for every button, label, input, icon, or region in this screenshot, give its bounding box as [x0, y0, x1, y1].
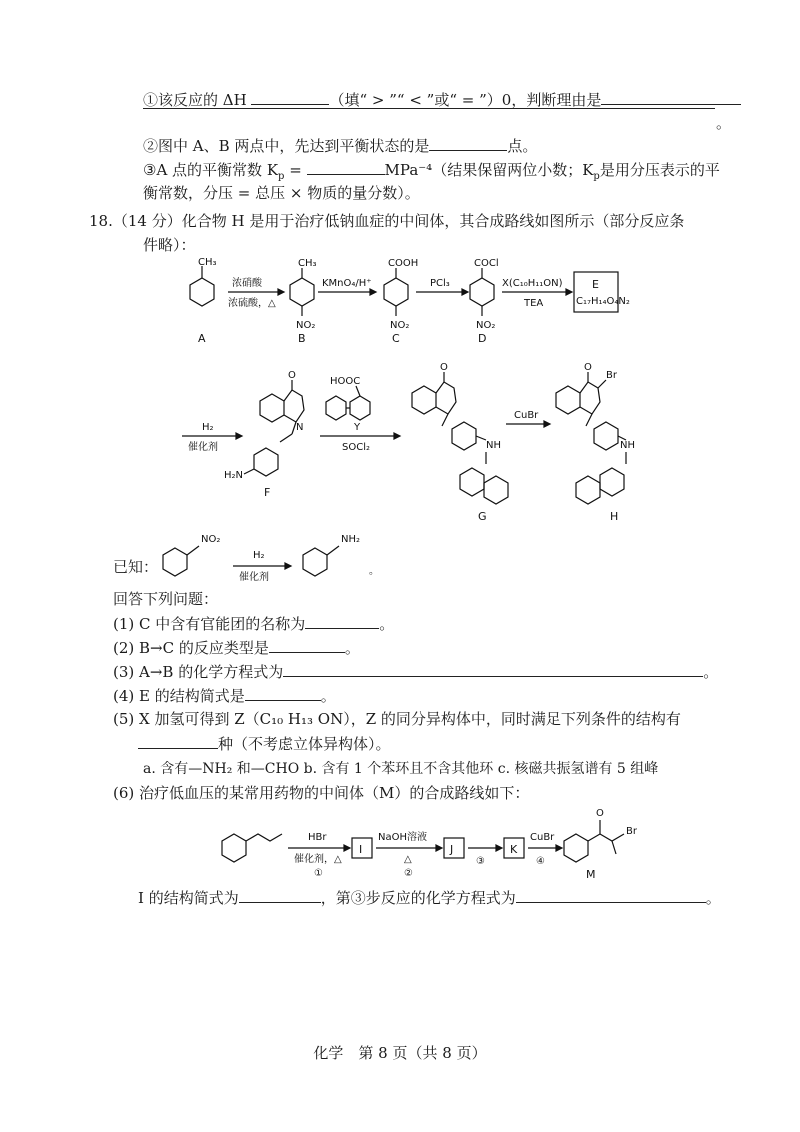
step-number: ③ [476, 856, 485, 867]
compound-label-F: F [264, 486, 271, 499]
reagent-label: X(C₁₀H₁₁ON) [502, 278, 563, 289]
compound-label-Y: Y [354, 422, 361, 433]
answer-blank[interactable] [601, 88, 741, 105]
compound-label-B: B [298, 332, 306, 345]
reagent-label: HBr [308, 832, 327, 843]
compound-label-C: C [392, 332, 400, 345]
synthesis-scheme-1 [180, 256, 630, 352]
answer-blank[interactable] [516, 886, 706, 903]
benzene-ring-A [190, 278, 214, 306]
amide-nh-label: NH [620, 440, 635, 451]
reagent-label: △ [404, 854, 412, 865]
methyl-label: CH₃ [198, 257, 217, 268]
nitrogen-label: N [296, 422, 304, 433]
compound-label-A: A [198, 332, 206, 345]
answer-blank[interactable] [429, 134, 507, 151]
q17-part1-text: ①该反应的 ΔH [143, 91, 252, 109]
answer-blank[interactable] [269, 636, 345, 653]
bromine-label: Br [606, 370, 617, 381]
period: 。 [705, 889, 721, 907]
bromine-label: Br [626, 826, 637, 837]
reagent-label: NaOH溶液 [378, 832, 427, 843]
nitro-label: NO₂ [476, 320, 496, 331]
step-number: ④ [536, 856, 545, 867]
acyl-chloride-label: COCl [474, 258, 499, 269]
kp-subscript: p [278, 171, 285, 182]
compound-label-K: K [510, 843, 518, 856]
nitro-label: NO₂ [390, 320, 410, 331]
q17-part3-eq: = [284, 161, 307, 179]
question-5-text-b: 种（不考虑立体异构体）。 [218, 735, 391, 753]
final-text-a: I 的结构简式为 [138, 889, 239, 907]
compound-label-D: D [478, 332, 487, 345]
compound-label-J: J [450, 843, 454, 856]
kp-subscript: p [593, 171, 600, 182]
question-5-cont [138, 732, 391, 755]
oxygen-label: O [584, 362, 592, 373]
reagent-label: TEA [524, 298, 544, 309]
page-footer: 化学 第 8 页（共 8 页） [313, 1044, 487, 1062]
oxygen-label: O [440, 362, 448, 373]
step-number: ① [314, 868, 323, 879]
reagent-label: PCl₃ [430, 278, 450, 289]
answer-blank[interactable] [251, 88, 329, 105]
compound-label-I: I [359, 843, 363, 856]
answer-blank[interactable] [138, 732, 218, 749]
question-3: (3) A→B 的化学方程式为 。 [113, 660, 718, 683]
reagent-label: H₂ [253, 550, 265, 561]
q17-part3-text: ③A 点的平衡常数 K [143, 161, 279, 179]
carboxyl-label: COOH [388, 258, 419, 269]
question-5-conditions: a. 含有—NH₂ 和—CHO b. 含有 1 个苯环且不含其他环 c. 核磁共振氢谱有 5 组峰 [143, 761, 659, 777]
answer-blank[interactable] [245, 684, 321, 701]
question-3-text: (3) A→B 的化学方程式为 [113, 663, 284, 681]
question-1-text: (1) C 中含有官能团的名称为 [113, 615, 306, 633]
answer-blank[interactable] [239, 886, 321, 903]
question-1: (1) C 中含有官能团的名称为 。 [113, 612, 394, 635]
question-5: (5) X 加氢可得到 Z（C₁₀ H₁₃ ON），Z 的同分异构体中，同时满足下列条件的结构有 [113, 710, 681, 728]
question-4: (4) E 的结构简式是 。 [113, 684, 336, 707]
q17-part3-text-c: MPa⁻⁴（结果保留两位小数；K [384, 161, 594, 179]
reagent-label: SOCl₂ [342, 442, 370, 453]
reagent-label: 浓硝酸 [232, 278, 262, 289]
methyl-label: CH₃ [298, 258, 317, 269]
amide-nh-label: NH [486, 440, 501, 451]
question-4-text: (4) E 的结构简式是 [113, 687, 245, 705]
answer-blank[interactable] [305, 612, 379, 629]
q18-header: 18.（14 分）化合物 H 是用于治疗低钠血症的中间体，其合成路线如图所示（部分反应条 [89, 212, 685, 230]
reagent-label: KMnO₄/H⁺ [322, 278, 372, 289]
amine-label: H₂N [224, 470, 244, 481]
answer-blank[interactable] [307, 158, 385, 175]
question-2-text: (2) B→C 的反应类型是 [113, 639, 269, 657]
q17-part3-text-d: 是用分压表示的平 [599, 161, 720, 179]
reagent-label: CuBr [530, 832, 555, 843]
synthesis-scheme-2 [180, 356, 640, 526]
nitro-label: NO₂ [296, 320, 316, 331]
known-reaction-scheme [155, 528, 385, 582]
compound-label-M: M [586, 868, 596, 881]
step-number: ② [404, 868, 413, 879]
oxygen-label: O [288, 370, 296, 381]
question-6: (6) 治疗低血压的某常用药物的中间体（M）的合成路线如下： [113, 784, 530, 802]
q17-part1-text-b: （填“ > ”“ < ”或“ = ”）0，判断理由是 [329, 91, 602, 109]
amine-label: NH₂ [341, 534, 361, 545]
known-label: 已知： [113, 558, 159, 576]
reagent-label: 催化剂 [188, 442, 218, 453]
q17-part2-text: ②图中 A、B 两点中，先达到平衡状态的是 [143, 137, 430, 155]
compound-label-H: H [610, 510, 619, 523]
reagent-label: 浓硫酸，△ [228, 298, 276, 309]
question-6-final [138, 886, 721, 909]
carboxyl-label: HOOC [330, 376, 361, 387]
answer-line[interactable] [143, 108, 715, 109]
period: 。 [369, 566, 379, 577]
reagent-label: H₂ [202, 422, 214, 433]
period: 。 [716, 114, 732, 132]
q18-header-cont: 件略）： [143, 236, 196, 254]
nitro-label: NO₂ [201, 534, 221, 545]
reagent-label: 催化剂 [239, 572, 269, 583]
formula-E: C₁₇H₁₄O₄N₂ [576, 296, 630, 307]
q17-part2 [143, 134, 537, 157]
answer-blank[interactable] [283, 660, 703, 677]
final-text-b: ，第③步反应的化学方程式为 [320, 889, 516, 907]
reagent-label: CuBr [514, 410, 539, 421]
answer-intro: 回答下列问题： [113, 590, 219, 608]
compound-label-E: E [592, 278, 599, 291]
question-2: (2) B→C 的反应类型是 。 [113, 636, 360, 659]
oxygen-label: O [596, 808, 604, 819]
synthesis-scheme-3 [218, 806, 658, 886]
q17-part3-cont: 衡常数，分压 = 总压 × 物质的量分数）。 [143, 184, 420, 202]
reagent-label: 催化剂，△ [294, 854, 342, 865]
compound-label-G: G [478, 510, 487, 523]
q17-part2-text-b: 点。 [507, 137, 538, 155]
